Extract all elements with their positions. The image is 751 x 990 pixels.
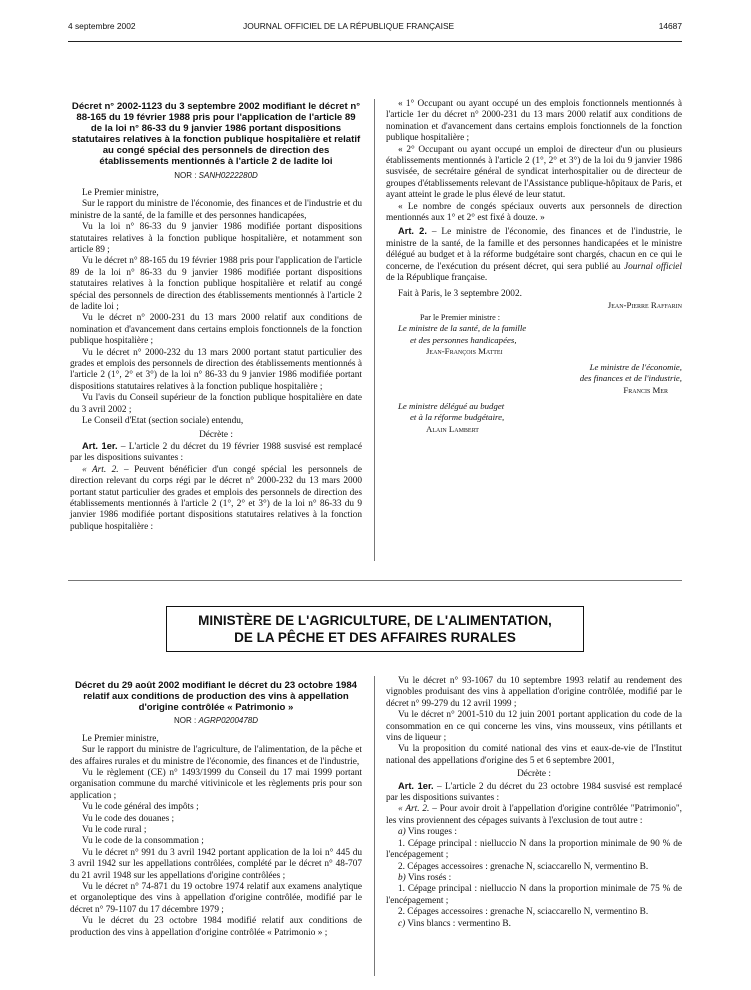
column-divider-bottom	[374, 676, 375, 976]
decree2-paragraph: Vu le code des douanes ;	[82, 813, 175, 824]
signature-eco-title-2: des finances et de l'industrie,	[579, 373, 682, 384]
decree1-signatures	[386, 300, 682, 436]
decree2-article-2-quote-text: – Pour avoir droit à l'appellation d'origine contrôlée "Patrimonio", les vins proviennent des cépages suivants à l'exclusion de tout autre :	[386, 804, 682, 826]
decree1-right-paragraphs	[386, 99, 682, 224]
decree1-left-column	[70, 101, 362, 533]
header-journal: JOURNAL OFFICIEL DE LA RÉPUBLIQUE FRANÇAISE	[243, 21, 455, 31]
ministry-heading-box	[166, 606, 584, 652]
decree1-paragraph: « 1° Occupant ou ayant occupé un des emplois fonctionnels mentionnés à l'article 1er du décret n° 2000-231 du 13 mars 2000 relatif aux conditions de nomination et d'avancement dans certains emplois fonctionnels de la fonction publique hospitalière ;	[386, 99, 682, 144]
decree2-grape-varieties	[386, 827, 682, 930]
signature-eco-title-1: Le ministre de l'économie,	[589, 361, 682, 372]
decree1-paragraph: « 2° Occupant ou ayant occupé un emploi de directeur d'un ou plusieurs établissements mentionnés à l'article 2 (1°, 2° et 3°) de la loi du 9 janvier 1986 susvisée, de secrétaire général de syndicat interhospitalier ou de directeur de groupes d'établissements relevant de l'Assistance publique-hôpitaux de Paris, et ayant atteint le grade le plus élevé de leur statut.	[386, 144, 682, 201]
decree2-grape-item	[386, 907, 682, 918]
decree1-article-2-label: Art. 2.	[398, 226, 427, 237]
decree1-article-2	[386, 226, 682, 284]
decree2-nor-code: AGRP0200478D	[198, 716, 259, 726]
decree2-grape-item	[386, 873, 682, 884]
decree1-paragraph: Sur le rapport du ministre de l'économie, des finances et de l'industrie et du ministre de la santé, de la famille et des personnes handicapées,	[70, 199, 362, 221]
decree2-grape-item-text: Vins rouges :	[405, 827, 457, 838]
decree1-article-2-quote-label: « Art. 2.	[82, 464, 119, 475]
decree2-right-column	[386, 676, 682, 930]
decree2-left-column	[70, 680, 362, 939]
signature-eco-name: Francis Mer	[623, 385, 668, 396]
section-separator	[68, 580, 682, 581]
header-date: 4 septembre 2002	[68, 21, 136, 31]
decree1-article-2-text-a: – Le ministre de l'économie, des finances et de l'industrie, le ministre de la santé, de la famille et des personnes handicapées et le ministre délégué au budget et à la réforme budgétaire sont chargés, chacun en ce qui le concerne, de l'exécution du présent décret, qui sera publié au	[386, 227, 682, 272]
decree1-paragraph: Vu le décret n° 2000-232 du 13 mars 2000 portant statut particulier des grades et emplois des personnels de direction des établissements mentionnés à l'article 2 (1°, 2° et 3°) de la loi n° 86-33 du 9 janvier 1986 modifiée portant dispositions statutaires relatives à la fonction publique hospitalière ;	[70, 347, 362, 392]
decree2-grape-item-text: 2. Cépages accessoires : grenache N, sciaccarello N, vermentino B.	[398, 861, 649, 872]
decree2-grape-item-text: 1. Cépage principal : nielluccio N dans la proportion minimale de 75 % de l'encépagement ;	[386, 884, 682, 906]
signature-par-premier-ministre: Par le Premier ministre :	[420, 312, 501, 322]
decree1-paragraph: Vu le décret n° 2000-231 du 13 mars 2000 relatif aux conditions de nomination et d'avancement dans certains emplois fonctionnels de la fonction publique hospitalière ;	[70, 313, 362, 347]
decree2-paragraph: Vu le code général des impôts ;	[82, 802, 199, 813]
decree1-journal-officiel: Journal officiel	[623, 261, 682, 272]
decree2-article-2-quote	[386, 804, 682, 827]
ministry-heading-line-1: MINISTÈRE DE L'AGRICULTURE, DE L'ALIMENTATION,	[198, 613, 552, 628]
ministry-heading-line-2: DE LA PÊCHE ET DES AFFAIRES RURALES	[234, 630, 516, 645]
signature-sante-name: Jean-François Mattei	[426, 346, 503, 357]
signature-prime-minister: Jean-Pierre Raffarin	[607, 299, 682, 310]
decree2-article-2-quote-label: « Art. 2.	[398, 804, 430, 815]
decree2-paragraph: Vu le règlement (CE) n° 1493/1999 du Conseil du 17 mai 1999 portant organisation commune du marché vitivinicole et les règlements pris pour son application ;	[70, 767, 362, 801]
decree1-title: Décret n° 2002-1123 du 3 septembre 2002 modifiant le décret n° 88-165 du 19 février 1988 pris pour l'application de l'article 89 de la loi n° 86-33 du 9 janvier 1986 portant dispositions statutaires relatives à la fonction publique hospitalière et relatif au congé spécial des personnels de direction des établissements mentionnés à l'article 2 de ladite loi	[71, 101, 361, 168]
decree1-nor-code: SANH0222280D	[198, 170, 258, 180]
decree2-grape-item-text: 2. Cépages accessoires : grenache N, sciaccarello N, vermentino B.	[398, 907, 649, 918]
decree2-paragraph: Vu le décret n° 93-1067 du 10 septembre 1993 relatif au rendement des vignobles produisant des vins à appellation d'origine contrôlée, modifié par le décret n° 99-279 du 12 avril 1999 ;	[386, 676, 682, 709]
decree2-article-1-text: – L'article 2 du décret du 23 octobre 1984 susvisé est remplacé par les dispositions suivantes :	[386, 781, 683, 804]
decree2-left-paragraphs	[70, 734, 362, 939]
decree2-decrete: Décrète :	[517, 769, 551, 780]
decree1-paragraph: Vu le décret n° 88-165 du 19 février 1988 pris pour l'application de l'article 89 de la loi n° 86-33 du 9 janvier 1986 modifiée portant dispositions statutaires relatives à la fonction publique hospitalière et relatif au congé spécial des personnels de direction des établissements mentionnés à l'article 2 de ladite loi ;	[70, 256, 362, 313]
decree2-paragraph: Le Premier ministre,	[82, 733, 159, 744]
decree1-paragraph: « Le nombre de congés spéciaux ouverts aux personnels de direction mentionnés aux 1° et 2° est fixé à douze. »	[386, 201, 682, 224]
decree2-paragraph: Vu le décret n° 74-871 du 19 octobre 1974 relatif aux examens analytique et organoleptique des vins à appellation d'origine contrôlée, modifié par le décret n° 79-1107 du 17 décembre 1979 ;	[70, 881, 362, 915]
decree1-paragraph: Vu l'avis du Conseil supérieur de la fonction publique hospitalière en date du 3 avril 2002 ;	[70, 393, 362, 415]
decree2-nor	[70, 715, 362, 726]
decree2-grape-item-text: Vins blancs : vermentino B.	[405, 918, 511, 929]
decree1-article-2-quote-text: – Peuvent bénéficier d'un congé spécial les personnels de direction relevant du corps régi par le décret n° 2000-232 du 13 mars 2000 portant statut particulier des grades et emplois des personnels de direction des établissements mentionnés à l'article 2 (1°, 2° et 3°) de la loi n° 86-33 du 9 janvier 1986 modifiée portant dispositions statutaires relatives à la fonction publique hospitalière :	[70, 464, 362, 532]
decree2-paragraph: Sur le rapport du ministre de l'agriculture, de l'alimentation, de la pêche et des affaires rurales et du ministre de l'économie, des finances et de l'industrie,	[70, 745, 362, 767]
decree2-grape-item-text: 1. Cépage principal : nielluccio N dans la proportion minimale de 90 % de l'encépagement ;	[386, 838, 682, 861]
decree2-paragraph: Vu le décret n° 991 du 3 avril 1942 portant application de la loi n° 445 du 3 avril 1942 sur les appellations contrôlées, complété par le décret n° 48-707 du 21 avril 1948 sur les appellations d'origine contrôlées ;	[70, 847, 362, 881]
header-rule	[68, 41, 682, 42]
decree1-article-1-text: – L'article 2 du décret du 19 février 1988 susvisé est remplacé par les dispositions suivantes :	[70, 441, 362, 464]
decree2-paragraph: Vu la proposition du comité national des vins et eaux-de-vie de l'Institut national des appellations d'origine des 5 et 6 septembre 2001,	[386, 744, 682, 766]
decree1-done-at: Fait à Paris, le 3 septembre 2002.	[398, 288, 522, 299]
decree2-title: Décret du 29 août 2002 modifiant le décret du 23 octobre 1984 relatif aux conditions de production des vins à appellation d'origine contrôlée « Patrimonio »	[74, 680, 358, 714]
decree2-nor-label: NOR :	[173, 716, 197, 726]
decree2-grape-item-text: Vins rosés :	[405, 872, 452, 883]
decree2-grape-item-label: c)	[398, 918, 406, 929]
decree1-nor	[70, 170, 362, 181]
decree1-right-column	[386, 99, 682, 435]
decree2-paragraph: Vu le décret n° 2001-510 du 12 juin 2001 portant application du code de la consommation en ce qui concerne les vins, vins mousseux, vins pétillants et vins de liqueur ;	[386, 710, 682, 744]
decree1-nor-label: NOR :	[174, 170, 197, 180]
signature-sante-title-1: Le ministre de la santé, de la famille	[398, 323, 527, 334]
decree1-article-2-quote-start	[70, 465, 362, 533]
signature-budget-title-1: Le ministre délégué au budget	[398, 400, 505, 411]
decree1-article-2-text-b: de la République française.	[386, 273, 488, 284]
decree2-paragraph: Vu le décret du 23 octobre 1984 modifié relatif aux conditions de production des vins à appellation d'origine contrôlée « Patrimonio » ;	[70, 916, 362, 938]
decree1-article-1-label: Art. 1er.	[82, 440, 118, 451]
column-divider-top	[374, 99, 375, 561]
decree2-paragraph: Vu le code rural ;	[82, 824, 147, 835]
signature-budget-name: Alain Lambert	[426, 423, 479, 434]
decree2-article-1	[386, 781, 682, 805]
decree2-article-1-label: Art. 1er.	[398, 780, 434, 791]
decree2-grape-item	[386, 827, 682, 838]
header-page-number: 14687	[658, 21, 682, 31]
decree2-grape-item	[386, 884, 682, 907]
signature-budget-title-2: et à la réforme budgétaire,	[410, 412, 505, 423]
decree1-decrete: Décrète :	[199, 429, 233, 440]
decree1-article-1	[70, 441, 362, 465]
decree2-grape-item-label: a)	[398, 827, 406, 838]
signature-sante-title-2: et des personnes handicapées,	[410, 334, 517, 345]
decree2-right-paragraphs	[386, 676, 682, 767]
page-header	[68, 18, 682, 34]
decree1-left-paragraphs	[70, 188, 362, 428]
decree1-paragraph: Vu la loi n° 86-33 du 9 janvier 1986 modifiée portant dispositions statutaires relatives à la fonction publique hospitalière, et notamment son article 89 ;	[70, 222, 362, 255]
decree2-grape-item	[386, 862, 682, 873]
decree2-grape-item	[386, 839, 682, 862]
decree2-grape-item	[386, 919, 682, 930]
decree2-grape-item-label: b)	[398, 872, 406, 883]
decree2-paragraph: Vu le code de la consommation ;	[82, 836, 204, 847]
decree1-paragraph: Le Premier ministre,	[82, 187, 159, 198]
decree1-paragraph: Le Conseil d'Etat (section sociale) entendu,	[82, 416, 244, 427]
